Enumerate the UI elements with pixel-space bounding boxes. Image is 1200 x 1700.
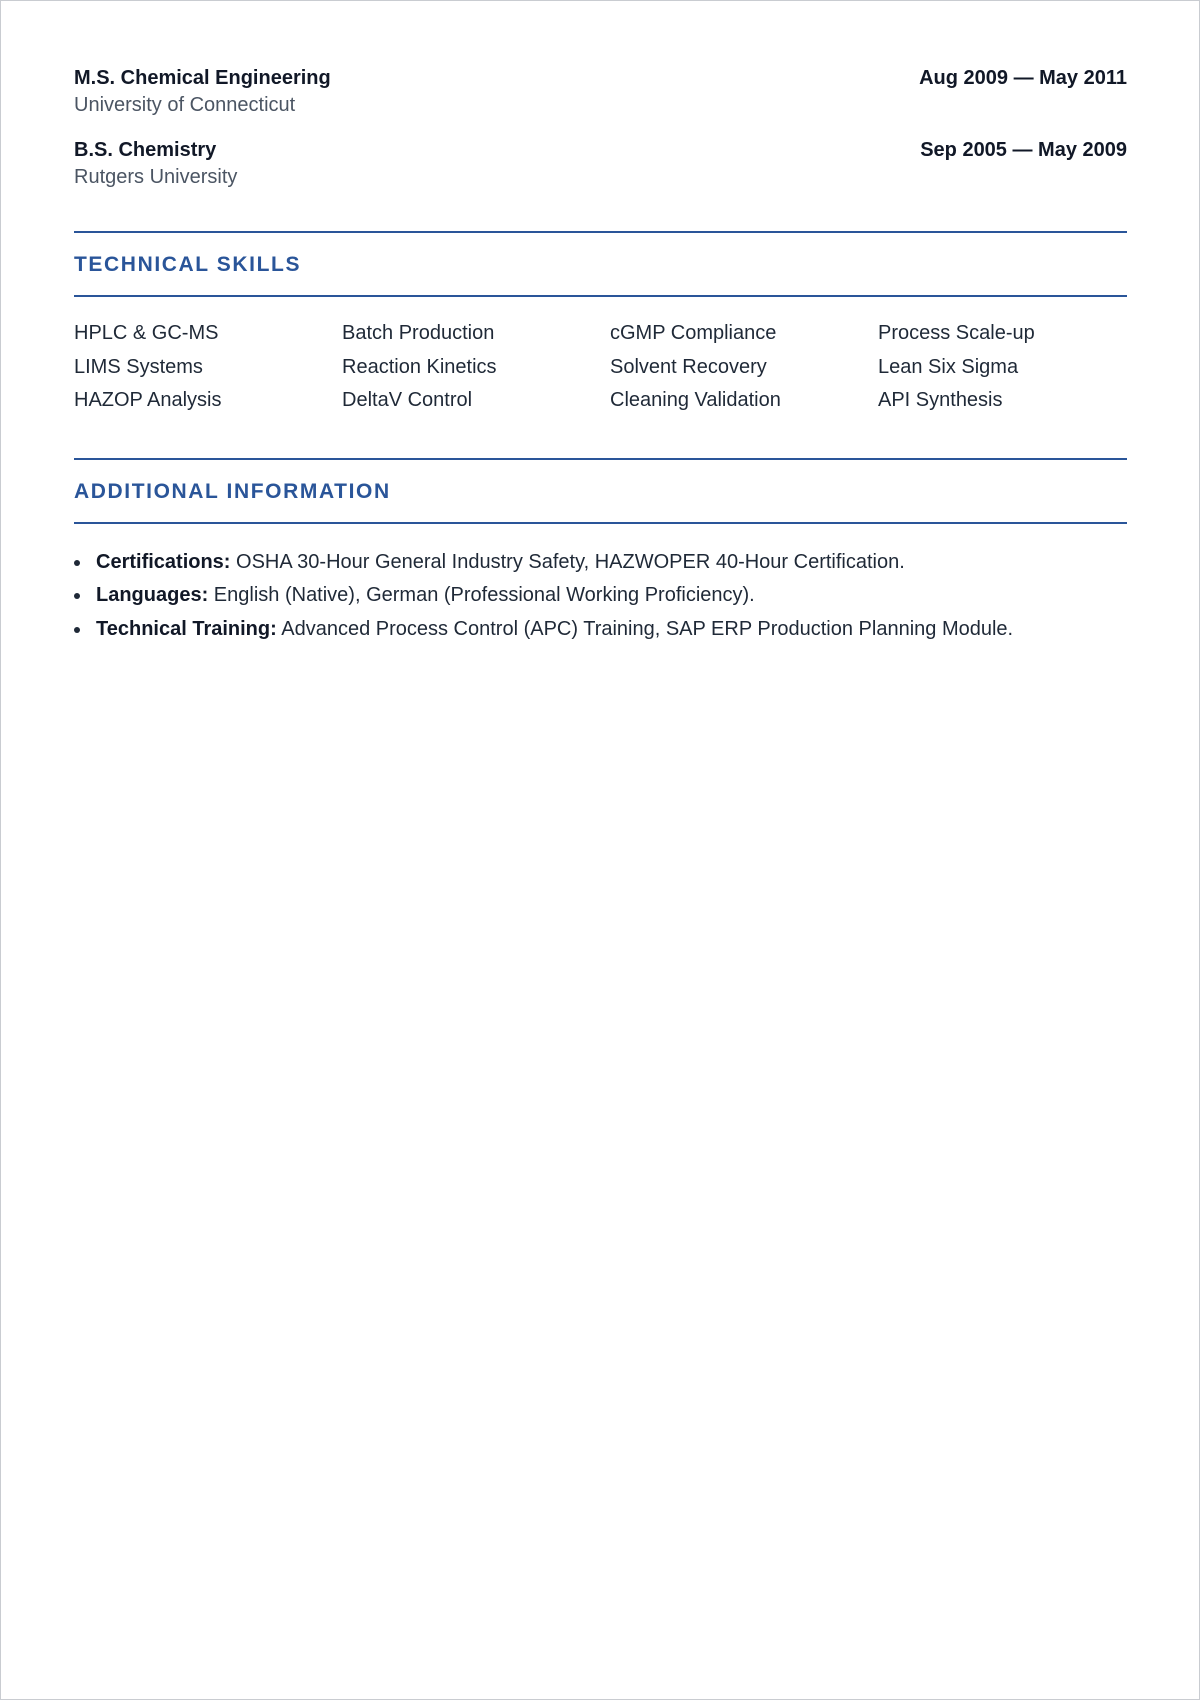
skill-item: Process Scale-up <box>878 322 1035 344</box>
info-text: English (Native), German (Professional Working Proficiency). <box>208 584 755 606</box>
section-heading-technical-skills: TECHNICAL SKILLS <box>74 253 302 276</box>
info-text: Advanced Process Control (APC) Training, SAP ERP Production Planning Module. <box>276 617 1014 640</box>
date-range: Aug 2009 — May 2011 <box>919 67 1127 89</box>
skills-grid <box>74 317 1127 418</box>
degree-title: M.S. Chemical Engineering <box>74 67 331 89</box>
section-top-divider <box>74 458 1127 460</box>
skill-item: cGMP Compliance <box>610 322 777 344</box>
bullet-icon <box>74 560 80 566</box>
degree-title: B.S. Chemistry <box>74 139 217 161</box>
section-bottom-divider <box>74 522 1127 524</box>
education-entry <box>74 139 1127 209</box>
section-top-divider <box>74 231 1127 233</box>
skill-item: HPLC & GC-MS <box>74 322 219 344</box>
skill-item: Batch Production <box>342 322 495 344</box>
additional-info-list <box>74 546 1127 647</box>
date-range: Sep 2005 — May 2009 <box>920 139 1127 161</box>
skill-item: LIMS Systems <box>74 355 203 378</box>
skill-item: Lean Six Sigma <box>878 355 1019 378</box>
skill-item: API Synthesis <box>878 389 1003 411</box>
info-label: Technical Training: <box>96 617 277 640</box>
school-name: University of Connecticut <box>74 94 296 116</box>
list-item <box>74 579 1127 613</box>
list-item <box>74 546 1127 580</box>
section-bottom-divider <box>74 295 1127 297</box>
resume-content <box>74 67 1127 646</box>
bullet-icon <box>74 627 80 633</box>
education-entry <box>74 67 1127 139</box>
list-item <box>74 613 1127 647</box>
skill-item: Cleaning Validation <box>610 389 781 411</box>
skill-item: Reaction Kinetics <box>342 355 497 378</box>
skill-item: DeltaV Control <box>342 389 473 411</box>
section-heading-additional-information: ADDITIONAL INFORMATION <box>74 479 391 503</box>
school-name: Rutgers University <box>74 166 238 188</box>
skill-item: HAZOP Analysis <box>74 389 222 411</box>
info-label: Certifications: <box>96 550 231 573</box>
bullet-icon <box>74 593 80 599</box>
info-label: Languages: <box>96 584 209 606</box>
info-text: OSHA 30-Hour General Industry Safety, HAZWOPER 40-Hour Certification. <box>230 550 905 573</box>
skill-item: Solvent Recovery <box>610 355 767 378</box>
